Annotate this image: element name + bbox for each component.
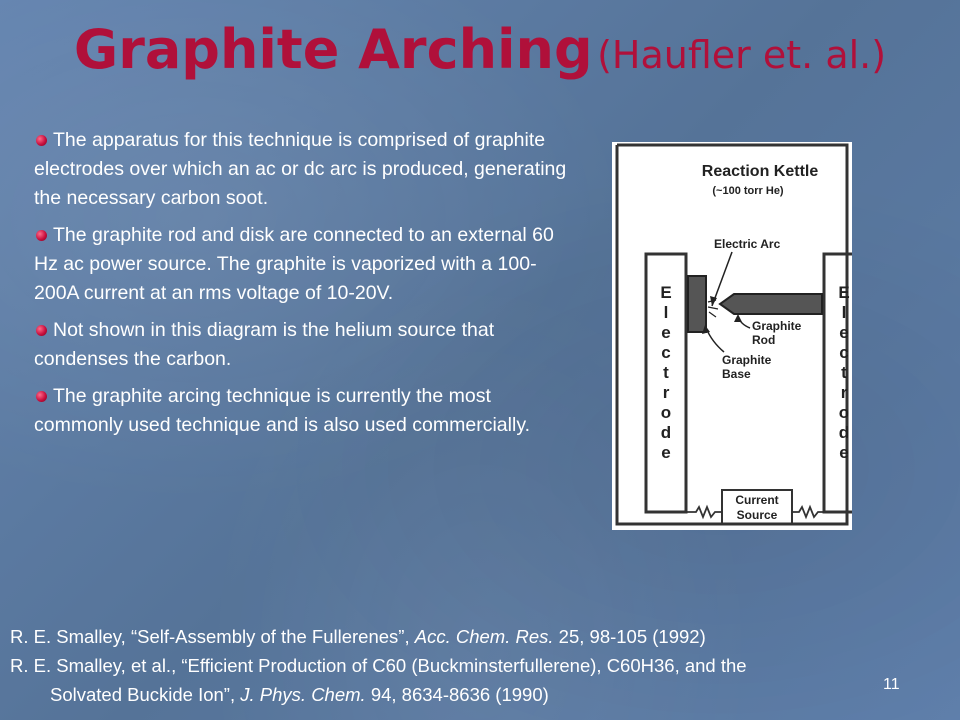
right-electrode-letter: l xyxy=(841,303,847,322)
kettle-outline xyxy=(617,145,850,524)
bullet-item-1 xyxy=(34,126,579,213)
bullet-item-3 xyxy=(34,316,579,374)
bullet-item-4 xyxy=(34,382,579,440)
right-electrode-letter: r xyxy=(840,383,848,402)
left-electrode-letter: r xyxy=(662,383,670,402)
base-label-line1: Graphite xyxy=(722,353,772,367)
left-electrode-letter: l xyxy=(663,303,669,322)
right-electrode-letter: c xyxy=(839,343,849,362)
reference-2-journal: J. Phys. Chem. xyxy=(240,684,366,705)
reference-1 xyxy=(10,622,960,651)
reference-2-line1: R. E. Smalley, et al., “Efficient Production of C60 (Buckminsterfullerene), C60H36, and the xyxy=(10,655,747,676)
left-electrode-letter: d xyxy=(660,423,672,442)
source-label-line1: Current xyxy=(735,493,779,507)
reference-2-line2 xyxy=(10,680,960,709)
arc-label: Electric Arc xyxy=(714,237,781,251)
reference-2-title-end: Solvated Buckide Ion”, xyxy=(50,684,241,705)
right-electrode-letter: E xyxy=(838,283,850,302)
bullet-text-2: The graphite rod and disk are connected to an external 60 Hz ac power source. The graphite is vaporized with a 100-200A current at an rms voltage of 10-20V. xyxy=(34,224,554,304)
reference-1-details: 25, 98-105 (1992) xyxy=(553,626,706,647)
right-electrode-letter: d xyxy=(838,423,850,442)
rod-label-line2: Rod xyxy=(752,333,776,347)
graphite-base xyxy=(688,276,706,332)
bullet-dot-icon xyxy=(36,230,47,241)
bullet-dot-icon xyxy=(36,391,47,402)
right-electrode-letter: t xyxy=(841,363,847,382)
left-electrode-letter: e xyxy=(661,443,671,462)
title-main: Graphite Arching xyxy=(73,18,593,81)
right-electrode-letter: e xyxy=(839,323,849,342)
bullet-text-4: The graphite arcing technique is currently the most commonly used technique and is also used commercially. xyxy=(34,385,531,436)
bullet-dot-icon xyxy=(36,135,47,146)
apparatus-diagram xyxy=(612,142,852,530)
slide-title xyxy=(0,18,960,81)
source-label-line2: Source xyxy=(736,508,778,522)
pressure-label: (~100 torr He) xyxy=(712,185,784,197)
reference-1-journal: Acc. Chem. Res. xyxy=(414,626,554,647)
left-electrode-letter: o xyxy=(660,403,672,422)
rod-label-line1: Graphite xyxy=(752,319,802,333)
apparatus-diagram-svg xyxy=(612,142,852,530)
left-electrode-letter: c xyxy=(661,343,671,362)
reference-1-authors: R. E. Smalley, “Self-Assembly of the Fullerenes”, xyxy=(10,626,415,647)
bullet-dot-icon xyxy=(36,325,47,336)
rod-arrowhead-icon xyxy=(734,314,742,322)
wire-left xyxy=(686,507,722,517)
references xyxy=(10,622,960,709)
bullet-text-3: Not shown in this diagram is the helium source that condenses the carbon. xyxy=(34,319,495,370)
bullet-list xyxy=(34,126,579,448)
left-electrode-letter: E xyxy=(660,283,672,302)
base-label-line2: Base xyxy=(722,367,751,381)
left-electrode-letter: t xyxy=(663,363,669,382)
wire-right xyxy=(792,507,824,517)
page-number: 11 xyxy=(883,676,900,693)
kettle-label: Reaction Kettle xyxy=(701,163,819,180)
reference-2-details: 94, 8634-8636 (1990) xyxy=(365,684,549,705)
right-electrode-letter: o xyxy=(838,403,850,422)
right-electrode-letter: e xyxy=(839,443,849,462)
graphite-rod xyxy=(720,294,822,314)
bullet-item-2 xyxy=(34,221,579,308)
left-electrode-letter: e xyxy=(661,323,671,342)
title-subtitle: (Haufler et. al.) xyxy=(597,33,887,77)
bullet-text-1: The apparatus for this technique is comprised of graphite electrodes over which an ac or dc arc is produced, generating the necessary carbon soot. xyxy=(34,129,567,209)
